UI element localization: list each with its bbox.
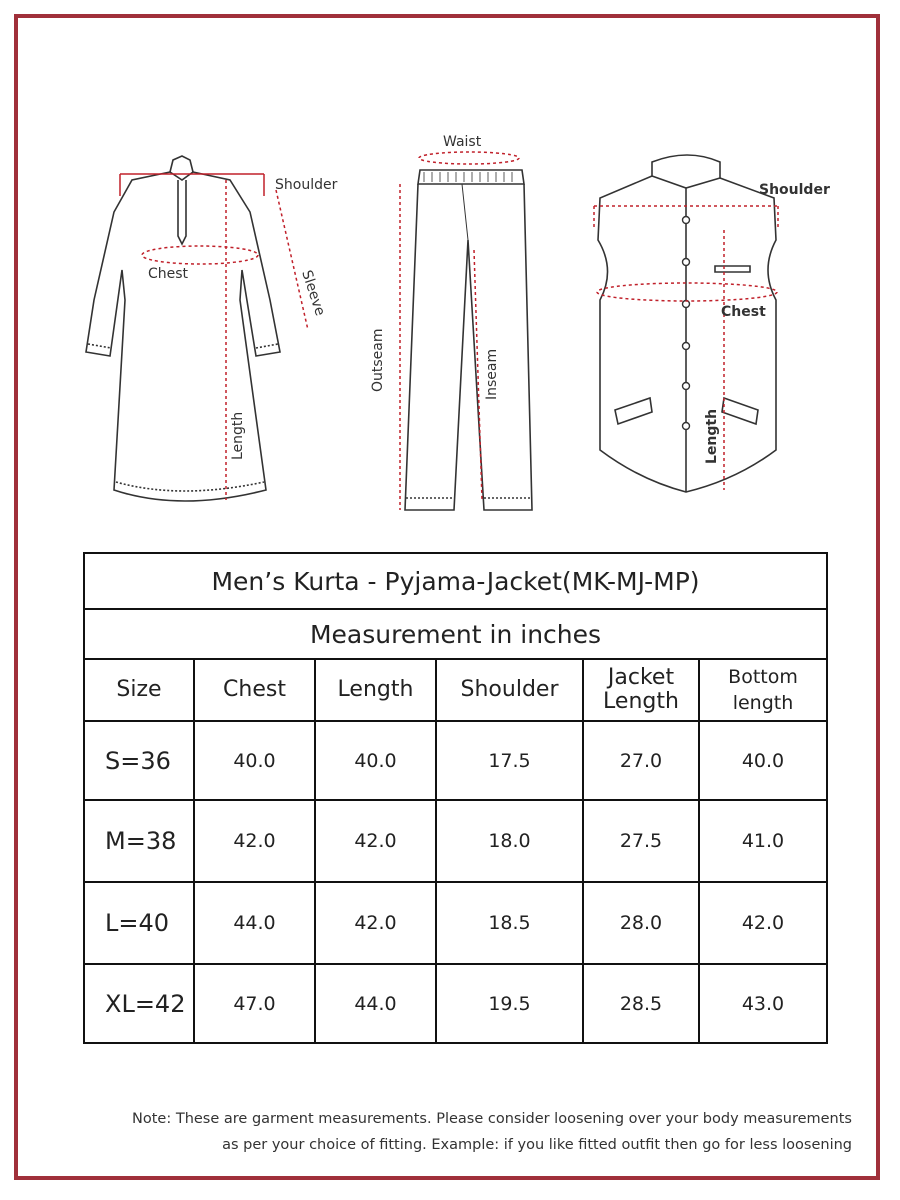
pyjama-outseam-label: Outseam (370, 328, 386, 392)
length-cell: 42.0 (315, 882, 436, 964)
length-cell: 44.0 (315, 964, 436, 1043)
header-chest: Chest (194, 659, 315, 721)
chest-cell: 47.0 (194, 964, 315, 1043)
shoulder-cell: 18.5 (436, 882, 583, 964)
size-cell: M=38 (84, 800, 194, 882)
table-row (84, 800, 827, 882)
table-row (84, 721, 827, 800)
header-shoulder: Shoulder (436, 659, 583, 721)
fitting-note (46, 1106, 852, 1158)
note-line-2: as per your choice of fitting. Example: if you like fitted outfit then go for less loosening (222, 1137, 852, 1153)
header-size: Size (84, 659, 194, 721)
shoulder-cell: 18.0 (436, 800, 583, 882)
table-subtitle-row (84, 609, 827, 659)
kurta-chest-label: Chest (148, 266, 189, 282)
table-title: Men’s Kurta - Pyjama-Jacket(MK-MJ-MP) (84, 553, 827, 609)
jacket-length-cell: 28.0 (583, 882, 699, 964)
jacket-length-label: Length (704, 408, 720, 464)
chest-cell: 40.0 (194, 721, 315, 800)
pyjama-diagram (405, 170, 532, 510)
garment-diagrams (70, 120, 850, 530)
shoulder-cell: 19.5 (436, 964, 583, 1043)
table-title-row (84, 553, 827, 609)
table-header-row (84, 659, 827, 721)
bottom-length-cell: 43.0 (699, 964, 827, 1043)
kurta-length-label: Length (230, 411, 246, 460)
pyjama-inseam-label: Inseam (484, 348, 500, 400)
garment-diagrams-svg (70, 120, 850, 530)
size-cell: XL=42 (84, 964, 194, 1043)
header-jacket-length: Jacket Length (583, 659, 699, 721)
bottom-length-cell: 40.0 (699, 721, 827, 800)
table-subtitle: Measurement in inches (84, 609, 827, 659)
jacket-shoulder-label: Shoulder (759, 182, 830, 198)
jacket-length-cell: 27.5 (583, 800, 699, 882)
table-row (84, 964, 827, 1043)
jacket-length-cell: 27.0 (583, 721, 699, 800)
size-chart-table (83, 552, 828, 1044)
length-cell: 42.0 (315, 800, 436, 882)
chest-cell: 44.0 (194, 882, 315, 964)
header-length: Length (315, 659, 436, 721)
header-bottom-length: Bottom length (699, 659, 827, 721)
size-cell: L=40 (84, 882, 194, 964)
table-row (84, 882, 827, 964)
kurta-measure-lines (120, 174, 308, 500)
pyjama-waist-label: Waist (443, 134, 482, 150)
note-line-1: Note: These are garment measurements. Please consider loosening over your body measurements (132, 1111, 852, 1127)
kurta-diagram (86, 156, 280, 501)
size-cell: S=36 (84, 721, 194, 800)
kurta-shoulder-label: Shoulder (275, 177, 338, 193)
kurta-sleeve-label: Sleeve (298, 268, 328, 318)
shoulder-cell: 17.5 (436, 721, 583, 800)
jacket-length-cell: 28.5 (583, 964, 699, 1043)
bottom-length-cell: 41.0 (699, 800, 827, 882)
length-cell: 40.0 (315, 721, 436, 800)
jacket-chest-label: Chest (721, 304, 766, 320)
bottom-length-cell: 42.0 (699, 882, 827, 964)
chest-cell: 42.0 (194, 800, 315, 882)
